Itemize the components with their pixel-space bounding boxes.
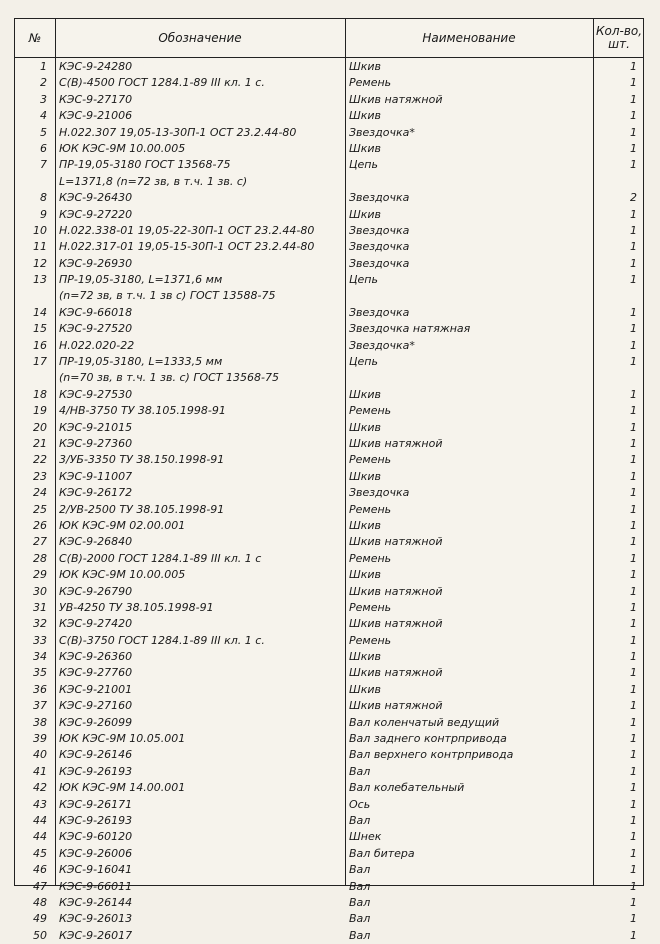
row-number: 36 xyxy=(33,682,47,696)
row-designation: КЭС-9-26193 xyxy=(59,764,133,778)
row-designation: ПР-19,05-3180, L=1371,6 мм xyxy=(59,273,223,287)
table-row xyxy=(15,420,643,436)
table-row xyxy=(15,190,643,206)
row-name: Вал битера xyxy=(349,846,415,860)
row-designation: ПР-19,05-3180, L=1333,5 мм xyxy=(59,355,223,369)
table-row xyxy=(15,764,643,780)
row-designation: КЭС-9-27530 xyxy=(59,387,133,401)
table-row xyxy=(15,288,643,304)
row-name: Ремень xyxy=(349,76,392,90)
row-designation: КЭС-9-66018 xyxy=(59,305,133,319)
table-row xyxy=(15,780,643,796)
table-row xyxy=(15,403,643,419)
row-number: 14 xyxy=(33,305,47,319)
table-row xyxy=(15,469,643,485)
table-row xyxy=(15,387,643,403)
row-designation: Н.022.307 19,05-13-30П-1 ОСТ 23.2.44-80 xyxy=(59,125,297,139)
row-name: Цепь xyxy=(349,273,378,287)
row-quantity: 1 xyxy=(630,436,637,450)
row-quantity: 1 xyxy=(630,912,637,926)
table-header xyxy=(15,19,643,58)
row-name: Шкив xyxy=(349,568,382,582)
table-row xyxy=(15,174,643,190)
row-quantity: 1 xyxy=(630,928,637,942)
row-number: 40 xyxy=(33,748,47,762)
table-row xyxy=(15,59,643,75)
row-name: Шнек xyxy=(349,830,382,844)
row-designation: УВ-4250 ТУ 38.105.1998-91 xyxy=(59,600,214,614)
row-quantity: 1 xyxy=(630,322,637,336)
row-number: 49 xyxy=(33,912,47,926)
row-number: 1 xyxy=(40,60,47,73)
row-designation: 4/НВ-3750 ТУ 38.105.1998-91 xyxy=(59,404,226,418)
row-number: 26 xyxy=(33,518,47,532)
row-designation: L=1371,8 (n=72 зв, в т.ч. 1 зв. с) xyxy=(59,174,248,188)
row-name: Ремень xyxy=(349,502,392,516)
table-row xyxy=(15,895,643,911)
row-number: 13 xyxy=(33,273,47,287)
table-row xyxy=(15,239,643,255)
row-number: 41 xyxy=(33,764,47,778)
row-designation: КЭС-9-16041 xyxy=(59,863,133,877)
table-row xyxy=(15,534,643,550)
row-quantity: 1 xyxy=(630,863,637,877)
row-designation: С(В)-3750 ГОСТ 1284.1-89 III кл. 1 с. xyxy=(59,633,265,647)
row-designation: ЮК КЭС-9М 10.00.005 xyxy=(59,141,186,155)
row-designation: КЭС-9-26430 xyxy=(59,191,133,205)
row-designation: КЭС-9-21006 xyxy=(59,109,133,123)
row-designation: КЭС-9-26790 xyxy=(59,584,133,598)
row-name: Звездочка xyxy=(349,256,410,270)
row-number: 20 xyxy=(33,420,47,434)
row-quantity: 1 xyxy=(630,125,637,139)
table-row xyxy=(15,928,643,944)
table-row xyxy=(15,436,643,452)
row-quantity: 1 xyxy=(630,682,637,696)
row-quantity: 1 xyxy=(630,666,637,680)
table-row xyxy=(15,551,643,567)
table-row xyxy=(15,75,643,91)
row-designation: 3/УБ-3350 ТУ 38.150.1998-91 xyxy=(59,453,225,467)
row-quantity: 1 xyxy=(630,338,637,352)
row-name: Шкив натяжной xyxy=(349,436,443,450)
row-number: 29 xyxy=(33,568,47,582)
row-number: 17 xyxy=(33,355,47,369)
table-row xyxy=(15,829,643,845)
table-row xyxy=(15,272,643,288)
row-number: 21 xyxy=(33,436,47,450)
row-designation: КЭС-9-26017 xyxy=(59,928,133,942)
row-name: Звездочка* xyxy=(349,338,415,352)
row-quantity: 1 xyxy=(630,158,637,172)
table-row xyxy=(15,157,643,173)
row-quantity: 1 xyxy=(630,699,637,713)
table-row xyxy=(15,567,643,583)
row-quantity: 1 xyxy=(630,256,637,270)
row-number: 9 xyxy=(40,207,47,221)
row-designation: КЭС-9-27170 xyxy=(59,92,133,106)
row-quantity: 1 xyxy=(630,551,637,565)
row-quantity: 1 xyxy=(630,715,637,729)
row-name: Вал xyxy=(349,895,371,909)
row-quantity: 1 xyxy=(630,535,637,549)
row-number: 46 xyxy=(33,863,47,877)
row-quantity: 1 xyxy=(630,420,637,434)
table-row xyxy=(15,731,643,747)
row-number: 15 xyxy=(33,322,47,336)
row-name: Вал коленчатый ведущий xyxy=(349,715,500,729)
table-row xyxy=(15,305,643,321)
row-quantity: 1 xyxy=(630,568,637,582)
row-designation: КЭС-9-21001 xyxy=(59,682,133,696)
row-quantity: 1 xyxy=(630,748,637,762)
table-row xyxy=(15,862,643,878)
row-designation: КЭС-9-26193 xyxy=(59,813,133,827)
row-number: 50 xyxy=(33,928,47,942)
row-quantity: 1 xyxy=(630,92,637,106)
row-designation: КЭС-9-26172 xyxy=(59,486,133,500)
row-number: 11 xyxy=(33,240,47,254)
row-designation: ЮК КЭС-9М 02.00.001 xyxy=(59,518,186,532)
row-name: Звездочка xyxy=(349,240,410,254)
table-row xyxy=(15,665,643,681)
row-name: Вал xyxy=(349,764,371,778)
row-quantity: 1 xyxy=(630,207,637,221)
table-row xyxy=(15,125,643,141)
table-row xyxy=(15,338,643,354)
row-designation: КЭС-9-27160 xyxy=(59,699,133,713)
row-number: 39 xyxy=(33,732,47,746)
row-designation: КЭС-9-26171 xyxy=(59,797,133,811)
row-name: Вал xyxy=(349,863,371,877)
row-designation: ЮК КЭС-9М 10.05.001 xyxy=(59,732,186,746)
table-row xyxy=(15,370,643,386)
row-designation: С(В)-4500 ГОСТ 1284.1-89 III кл. 1 с. xyxy=(59,76,265,90)
table-row xyxy=(15,92,643,108)
table-row xyxy=(15,584,643,600)
row-designation: ПР-19,05-3180 ГОСТ 13568-75 xyxy=(59,158,231,172)
row-quantity: 1 xyxy=(630,600,637,614)
row-number: 38 xyxy=(33,715,47,729)
row-designation: КЭС-9-66011 xyxy=(59,879,133,893)
row-number: 19 xyxy=(33,404,47,418)
row-name: Шкив xyxy=(349,469,382,483)
row-designation: КЭС-9-26146 xyxy=(59,748,133,762)
row-name: Шкив натяжной xyxy=(349,535,443,549)
row-name: Звездочка xyxy=(349,486,410,500)
table-row xyxy=(15,682,643,698)
row-number: 6 xyxy=(40,141,47,155)
row-name: Шкив натяжной xyxy=(349,666,443,680)
row-name: Шкив xyxy=(349,207,382,221)
row-number: 28 xyxy=(33,551,47,565)
row-name: Шкив xyxy=(349,60,382,73)
spec-table xyxy=(14,18,644,942)
row-name: Вал xyxy=(349,879,371,893)
row-name: Шкив xyxy=(349,682,382,696)
row-number: 10 xyxy=(33,223,47,237)
table-row xyxy=(15,715,643,731)
table-row xyxy=(15,616,643,632)
row-designation: ЮК КЭС-9М 14.00.001 xyxy=(59,781,186,795)
row-designation: КЭС-9-26006 xyxy=(59,846,133,860)
row-name: Звездочка xyxy=(349,223,410,237)
header-designation: Обозначение xyxy=(158,30,242,45)
row-designation: КЭС-9-26840 xyxy=(59,535,133,549)
table-row xyxy=(15,108,643,124)
row-name: Шкив натяжной xyxy=(349,617,443,631)
row-designation: КЭС-9-26144 xyxy=(59,895,133,909)
table-row xyxy=(15,911,643,927)
table-row xyxy=(15,797,643,813)
row-name: Вал колебательный xyxy=(349,781,465,795)
row-number: 23 xyxy=(33,469,47,483)
table-row xyxy=(15,600,643,616)
table-row xyxy=(15,518,643,534)
row-name: Ремень xyxy=(349,404,392,418)
row-number: 44 xyxy=(33,830,47,844)
row-quantity: 1 xyxy=(630,141,637,155)
row-designation: КЭС-9-26360 xyxy=(59,650,133,664)
table-row xyxy=(15,354,643,370)
row-number: 42 xyxy=(33,781,47,795)
row-number: 18 xyxy=(33,387,47,401)
row-number: 2 xyxy=(40,76,47,90)
row-name: Цепь xyxy=(349,158,378,172)
table-row xyxy=(15,879,643,895)
row-quantity: 1 xyxy=(630,502,637,516)
row-number: 16 xyxy=(33,338,47,352)
row-number: 37 xyxy=(33,699,47,713)
row-quantity: 1 xyxy=(630,355,637,369)
row-designation: КЭС-9-26930 xyxy=(59,256,133,270)
row-number: 24 xyxy=(33,486,47,500)
row-number: 7 xyxy=(40,158,47,172)
row-name: Звездочка xyxy=(349,191,410,205)
row-number: 35 xyxy=(33,666,47,680)
row-quantity: 1 xyxy=(630,732,637,746)
row-designation: КЭС-9-27360 xyxy=(59,436,133,450)
row-name: Шкив xyxy=(349,387,382,401)
row-name: Шкив xyxy=(349,141,382,155)
row-name: Шкив натяжной xyxy=(349,699,443,713)
row-quantity: 1 xyxy=(630,650,637,664)
row-quantity: 1 xyxy=(630,879,637,893)
row-name: Вал заднего контрпривода xyxy=(349,732,507,746)
row-number: 3 xyxy=(40,92,47,106)
row-number: 32 xyxy=(33,617,47,631)
row-quantity: 1 xyxy=(630,797,637,811)
row-name: Звездочка натяжная xyxy=(349,322,471,336)
row-quantity: 1 xyxy=(630,617,637,631)
row-name: Шкив xyxy=(349,109,382,123)
row-name: Шкив xyxy=(349,420,382,434)
table-row xyxy=(15,698,643,714)
row-quantity: 1 xyxy=(630,830,637,844)
row-quantity: 2 xyxy=(630,191,637,205)
row-number: 4 xyxy=(40,109,47,123)
row-name: Звездочка xyxy=(349,305,410,319)
row-quantity: 1 xyxy=(630,76,637,90)
row-name: Ремень xyxy=(349,633,392,647)
row-designation: КЭС-9-21015 xyxy=(59,420,133,434)
row-quantity: 1 xyxy=(630,404,637,418)
row-designation: Н.022.317-01 19,05-15-30П-1 ОСТ 23.2.44-80 xyxy=(59,240,315,254)
table-row xyxy=(15,747,643,763)
row-quantity: 1 xyxy=(630,846,637,860)
row-designation: (n=70 зв, в т.ч. 1 зв. с) ГОСТ 13568-75 xyxy=(59,371,279,385)
row-number: 34 xyxy=(33,650,47,664)
table-row xyxy=(15,502,643,518)
row-name: Вал xyxy=(349,928,371,942)
row-designation: Н.022.338-01 19,05-22-30П-1 ОСТ 23.2.44-80 xyxy=(59,223,315,237)
table-row xyxy=(15,223,643,239)
row-name: Вал xyxy=(349,813,371,827)
row-designation: КЭС-9-26099 xyxy=(59,715,133,729)
row-quantity: 1 xyxy=(630,387,637,401)
row-name: Шкив натяжной xyxy=(349,584,443,598)
row-name: Ремень xyxy=(349,453,392,467)
row-number: 33 xyxy=(33,633,47,647)
header-name: Наименование xyxy=(422,30,516,45)
row-quantity: 1 xyxy=(630,109,637,123)
row-number: 45 xyxy=(33,846,47,860)
row-name: Ремень xyxy=(349,600,392,614)
row-quantity: 1 xyxy=(630,518,637,532)
row-number: 22 xyxy=(33,453,47,467)
row-designation: КЭС-9-27760 xyxy=(59,666,133,680)
table-row xyxy=(15,633,643,649)
row-number: 8 xyxy=(40,191,47,205)
row-designation: КЭС-9-26013 xyxy=(59,912,133,926)
row-designation: ЮК КЭС-9М 10.00.005 xyxy=(59,568,186,582)
header-qty: Кол-во, шт. xyxy=(595,24,643,51)
table-row xyxy=(15,321,643,337)
row-number: 43 xyxy=(33,797,47,811)
row-number: 44 xyxy=(33,813,47,827)
row-designation: КЭС-9-27220 xyxy=(59,207,133,221)
row-name: Шкив xyxy=(349,518,382,532)
row-quantity: 1 xyxy=(630,305,637,319)
row-name: Вал верхнего контрпривода xyxy=(349,748,514,762)
row-quantity: 1 xyxy=(630,764,637,778)
table-row xyxy=(15,256,643,272)
row-quantity: 1 xyxy=(630,273,637,287)
table-row xyxy=(15,813,643,829)
row-number: 12 xyxy=(33,256,47,270)
row-number: 27 xyxy=(33,535,47,549)
table-row xyxy=(15,141,643,157)
row-quantity: 1 xyxy=(630,469,637,483)
row-quantity: 1 xyxy=(630,453,637,467)
row-name: Ремень xyxy=(349,551,392,565)
table-row xyxy=(15,485,643,501)
row-name: Звездочка* xyxy=(349,125,415,139)
table-row xyxy=(15,649,643,665)
row-quantity: 1 xyxy=(630,781,637,795)
row-name: Вал xyxy=(349,912,371,926)
table-row xyxy=(15,207,643,223)
table-body xyxy=(15,59,643,944)
row-quantity: 1 xyxy=(630,60,637,73)
row-name: Шкив натяжной xyxy=(349,92,443,106)
row-number: 31 xyxy=(33,600,47,614)
header-num: № xyxy=(28,30,42,45)
row-designation: Н.022.020-22 xyxy=(59,338,135,352)
row-number: 47 xyxy=(33,879,47,893)
table-row xyxy=(15,846,643,862)
row-number: 5 xyxy=(40,125,47,139)
row-designation: КЭС-9-24280 xyxy=(59,60,133,73)
table-row xyxy=(15,452,643,468)
row-quantity: 1 xyxy=(630,813,637,827)
row-designation: КЭС-9-27420 xyxy=(59,617,133,631)
row-name: Шкив xyxy=(349,650,382,664)
row-quantity: 1 xyxy=(630,486,637,500)
row-quantity: 1 xyxy=(630,895,637,909)
row-quantity: 1 xyxy=(630,240,637,254)
row-number: 48 xyxy=(33,895,47,909)
row-quantity: 1 xyxy=(630,584,637,598)
row-designation: КЭС-9-27520 xyxy=(59,322,133,336)
row-name: Ось xyxy=(349,797,371,811)
row-quantity: 1 xyxy=(630,633,637,647)
row-designation: 2/УВ-2500 ТУ 38.105.1998-91 xyxy=(59,502,225,516)
row-designation: (n=72 зв, в т.ч. 1 зв с) ГОСТ 13588-75 xyxy=(59,289,276,303)
row-designation: С(В)-2000 ГОСТ 1284.1-89 III кл. 1 с xyxy=(59,551,262,565)
row-number: 25 xyxy=(33,502,47,516)
row-name: Цепь xyxy=(349,355,378,369)
row-designation: КЭС-9-11007 xyxy=(59,469,133,483)
row-quantity: 1 xyxy=(630,223,637,237)
row-number: 30 xyxy=(33,584,47,598)
row-designation: КЭС-9-60120 xyxy=(59,830,133,844)
